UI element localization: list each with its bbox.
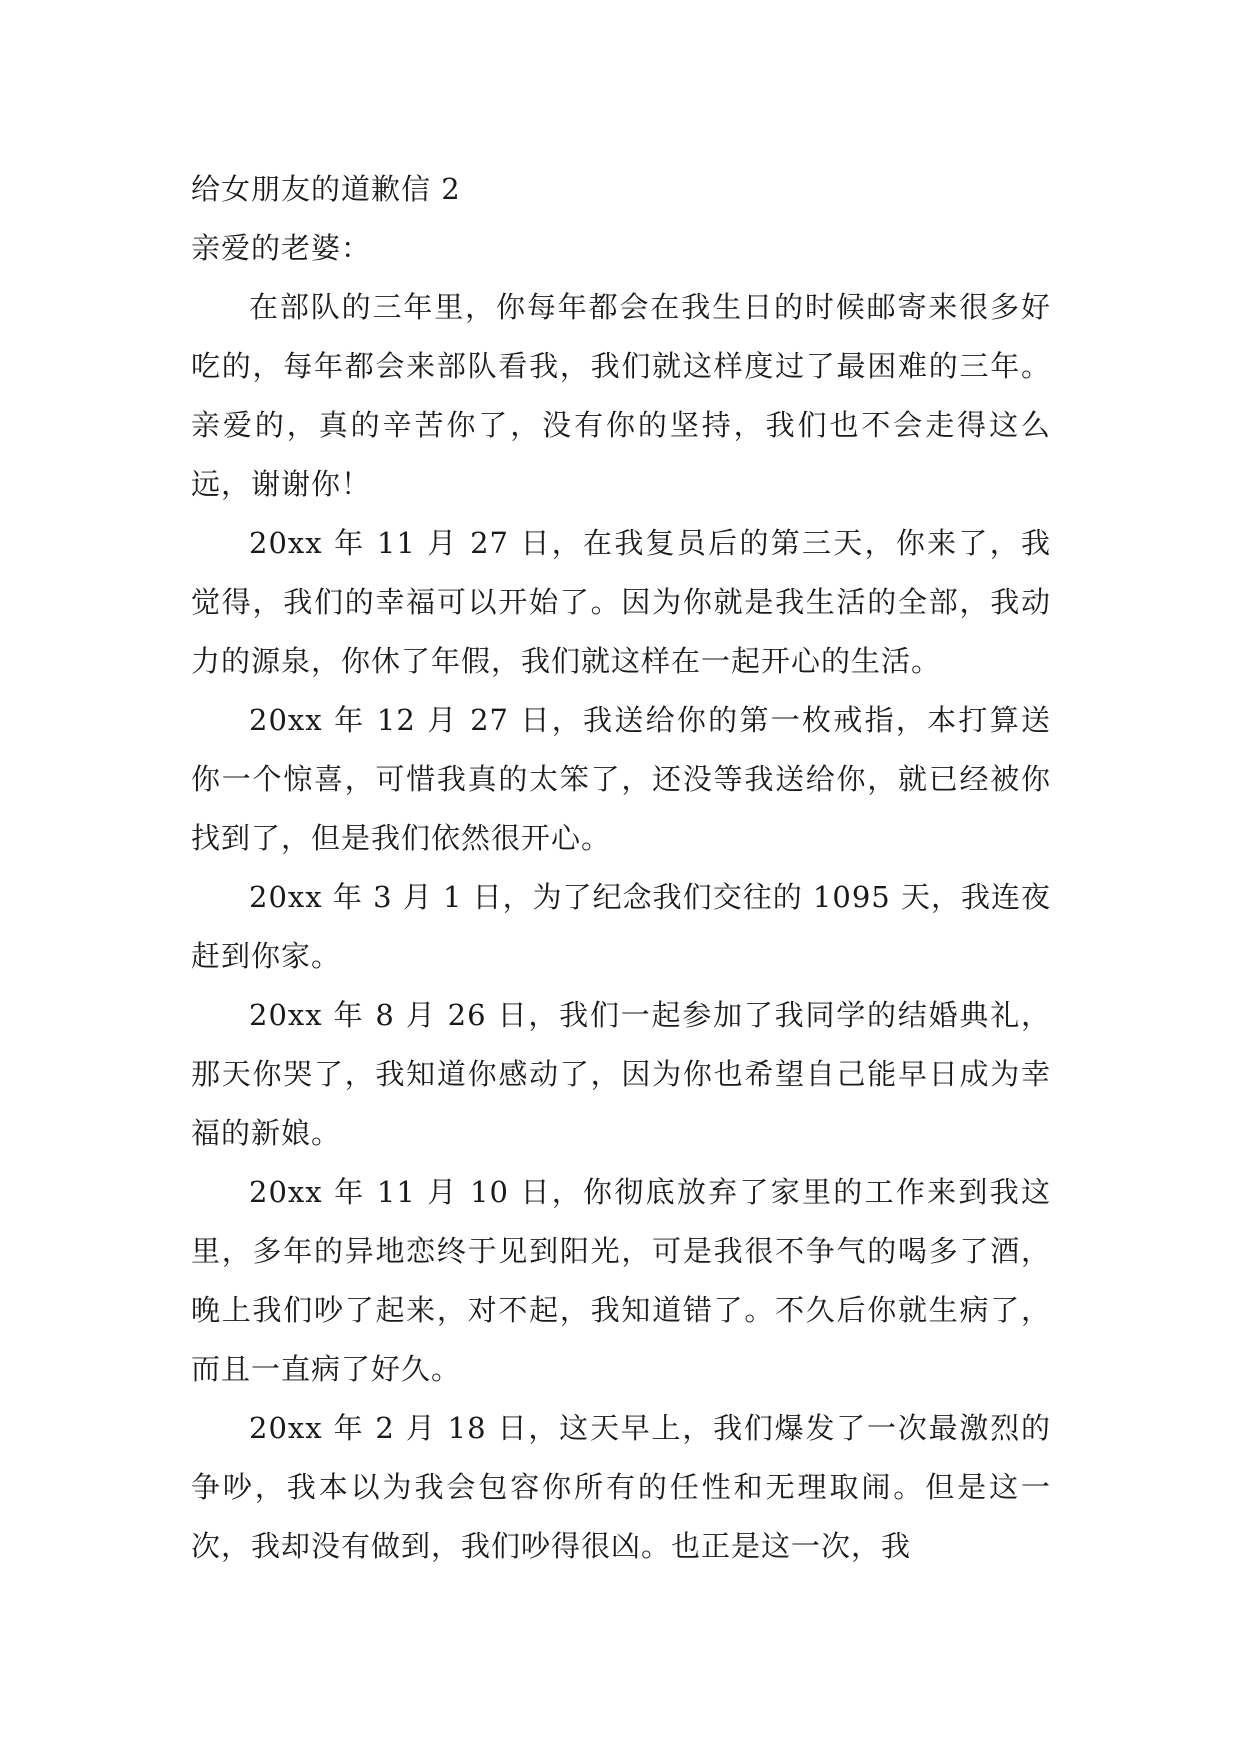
- paragraph-3: 20xx 年 12 月 27 日，我送给你的第一枚戒指，本打算送你一个惊喜，可惜我真的太笨了，还没等我送给你，就已经被你找到了，但是我们依然很开心。: [191, 703, 1051, 855]
- paragraph-7: 20xx 年 2 月 18 日，这天早上，我们爆发了一次最激烈的争吵，我本以为我会包容你所有的任性和无理取闹。但是这一次，我却没有做到，我们吵得很凶。也正是这一次，我: [191, 1411, 1051, 1563]
- paragraph-4: 20xx 年 3 月 1 日，为了纪念我们交往的 1095 天，我连夜赶到你家。: [191, 880, 1051, 973]
- paragraph-6: 20xx 年 11 月 10 日，你彻底放弃了家里的工作来到我这里，多年的异地恋终于见到阳光，可是我很不争气的喝多了酒，晚上我们吵了起来，对不起，我知道错了。不久后你就生病了，而且一直病了好久。: [191, 1175, 1051, 1386]
- letter-title: 给女朋友的道歉信 2: [191, 172, 461, 206]
- paragraph-1: 在部队的三年里，你每年都会在我生日的时候邮寄来很多好吃的，每年都会来部队看我，我们就这样度过了最困难的三年。亲爱的，真的辛苦你了，没有你的坚持，我们也不会走得这么远，谢谢你！: [191, 290, 1051, 501]
- paragraph-2: 20xx 年 11 月 27 日，在我复员后的第三天，你来了，我觉得，我们的幸福可以开始了。因为你就是我生活的全部，我动力的源泉，你休了年假，我们就这样在一起开心的生活。: [191, 526, 1051, 678]
- salutation: 亲爱的老婆：: [191, 231, 372, 265]
- letter-page: [191, 160, 1051, 1576]
- paragraph-5: 20xx 年 8 月 26 日，我们一起参加了我同学的结婚典礼，那天你哭了，我知道你感动了，因为你也希望自己能早日成为幸福的新娘。: [191, 998, 1051, 1150]
